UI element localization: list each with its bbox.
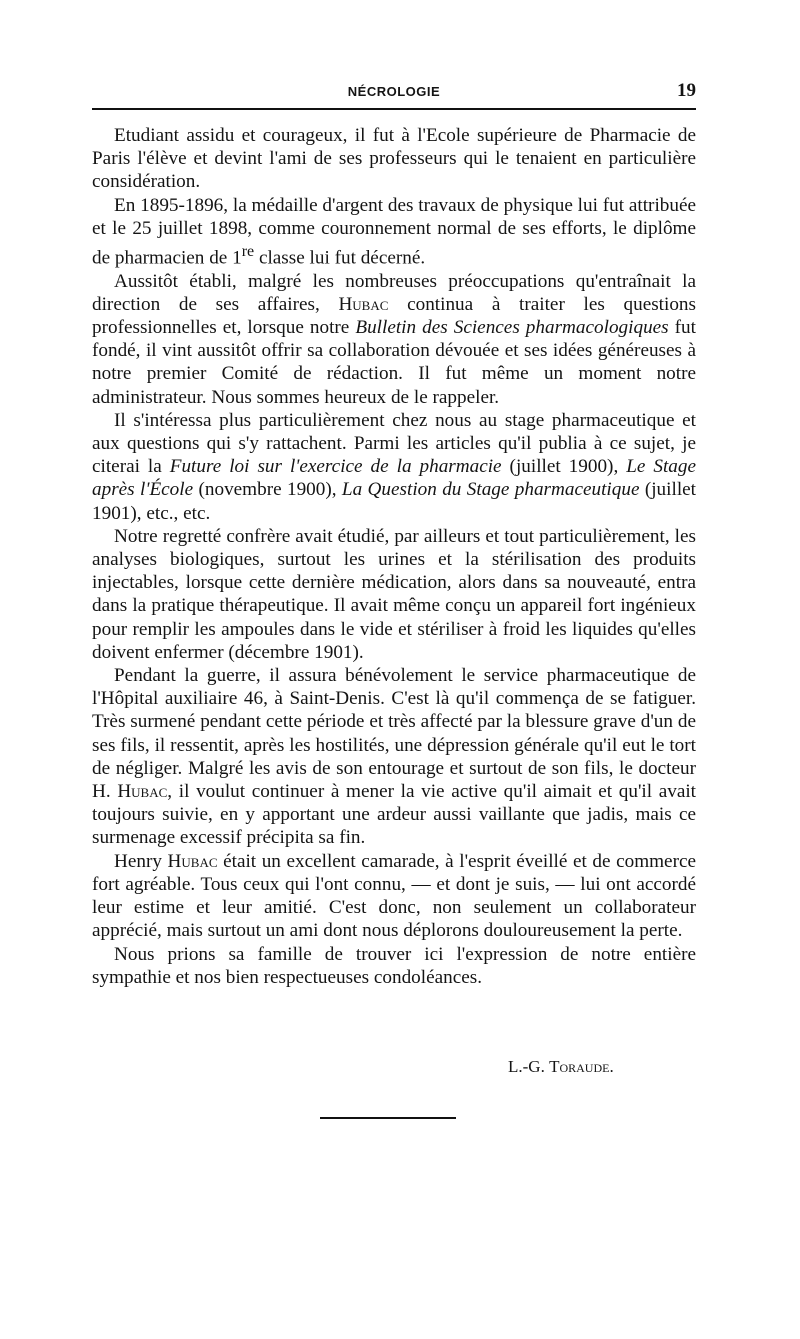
running-title: NÉCROLOGIE: [347, 84, 441, 99]
paragraph-text: (juillet 1901), etc., etc.: [92, 479, 696, 524]
author-surname: Toraude.: [549, 1057, 614, 1076]
paragraph-text: , il voulut continuer à mener la vie active qu'il aimait et qu'il avait toujours suivie, en y apportant une ardeur aussi vaillante que jadis, mais ce surmenage excessif précipita sa fin.: [92, 781, 697, 849]
paragraph-text: (novembre 1900),: [193, 479, 342, 501]
paragraph-research: [92, 525, 696, 664]
paragraph-text: Nous prions sa famille de trouver ici l'expression de notre entière sympathie et nos bien respectueuses condoléances.: [92, 943, 696, 988]
paragraph-diploma: [92, 194, 696, 270]
header-rule: [92, 108, 696, 110]
paragraph-establishment: [92, 270, 696, 409]
person-name: Hubac: [338, 293, 389, 315]
article-title: La Question du Stage pharmaceutique: [341, 479, 640, 501]
author-signature: [508, 1057, 614, 1077]
person-name: Hubac: [117, 781, 168, 803]
closing-rule: [320, 1117, 456, 1119]
paragraph-text: Etudiant assidu et courageux, il fut à l'Ecole supérieure de Pharmacie de Paris l'élève et devint l'ami de ses professeurs qui le tenaient en particulière considération.: [92, 125, 696, 193]
running-header: [92, 80, 696, 102]
person-name: Hubac: [167, 850, 218, 872]
paragraph-text: Notre regretté confrère avait étudié, par ailleurs et tout particulièrement, les analyses biologiques, surtout les urines et la stérilisation des produits injectables, lorsque cette dernière médication, alors dans sa nouveauté, entra dans la pratique thérapeutique. Il avait même conçu un appareil fort ingénieux pour remplir les ampoules dans le vide et stériliser à froid les liquides qu'elles doivent enfermer (décembre 1901).: [92, 525, 696, 663]
page-number: 19: [677, 80, 696, 101]
paragraph-text: En 1895-1896, la médaille d'argent des travaux de physique lui fut attribuée et le 25 juillet 1898, comme couronnement normal de ses efforts, le diplôme de pharmacien de 1: [92, 194, 696, 269]
paragraph-text: Henry: [114, 850, 168, 872]
paragraph-text: Pendant la guerre, il assura bénévolement le service pharmaceutique de l'Hôpital auxiliaire 46, à Saint-Denis. C'est là qu'il commença de se fatiguer. Très surmené pendant cette période et très affecté par la blessure grave d'un de ses fils, il ressentit, après les hostilités, une dépression générale qu'il eut le tort de négliger. Malgré les avis de son entourage et surtout de son fils, le docteur H.: [92, 665, 696, 803]
paragraph-articles: [92, 409, 696, 525]
paragraph-text: continua à traiter les questions professionnelles et, lorsque notre: [92, 293, 696, 339]
paragraph-war: [92, 664, 696, 850]
paragraph-text: était un excellent camarade, à l'esprit éveillé et de commerce fort agréable. Tous ceux qui l'ont connu, — et dont je suis, — lui ont accordé leur estime et leur amitié. C'est donc, non seulement un collaborateur apprécié, mais surtout un ami dont nous déplorons douloureusement la perte.: [92, 850, 696, 942]
paragraph-text: classe lui fut décerné.: [254, 247, 426, 269]
paragraph-text: (juillet 1900),: [501, 456, 627, 478]
paragraph-tribute: [92, 850, 696, 943]
author-initials: L.-G.: [508, 1057, 550, 1076]
journal-title: Bulletin des Sciences pharmacologiques: [355, 317, 669, 339]
superscript-ordinal: re: [241, 243, 255, 261]
paragraph-text: fut fondé, il vint aussitôt offrir sa collaboration dévouée et ses idées généreuses à notre premier Comité de rédaction. Il fut même un moment notre administrateur. Nous sommes heureux de le rappeler.: [92, 317, 696, 408]
paragraph-condolences: [92, 943, 696, 989]
article-title: Future loi sur l'exercice de la pharmacie: [169, 456, 502, 478]
article-title: Le Stage après l'École: [92, 456, 697, 501]
paragraph-studies: [92, 124, 696, 194]
article-body: [92, 124, 696, 989]
paragraph-text: Il s'intéressa plus particulièrement chez nous au stage pharmaceutique et aux questions qui s'y rattachent. Parmi les articles qu'il publia à ce sujet, je citerai la: [92, 409, 696, 478]
paragraph-text: Aussitôt établi, malgré les nombreuses préoccupations qu'entraînait la direction de ses affaires,: [92, 270, 696, 315]
